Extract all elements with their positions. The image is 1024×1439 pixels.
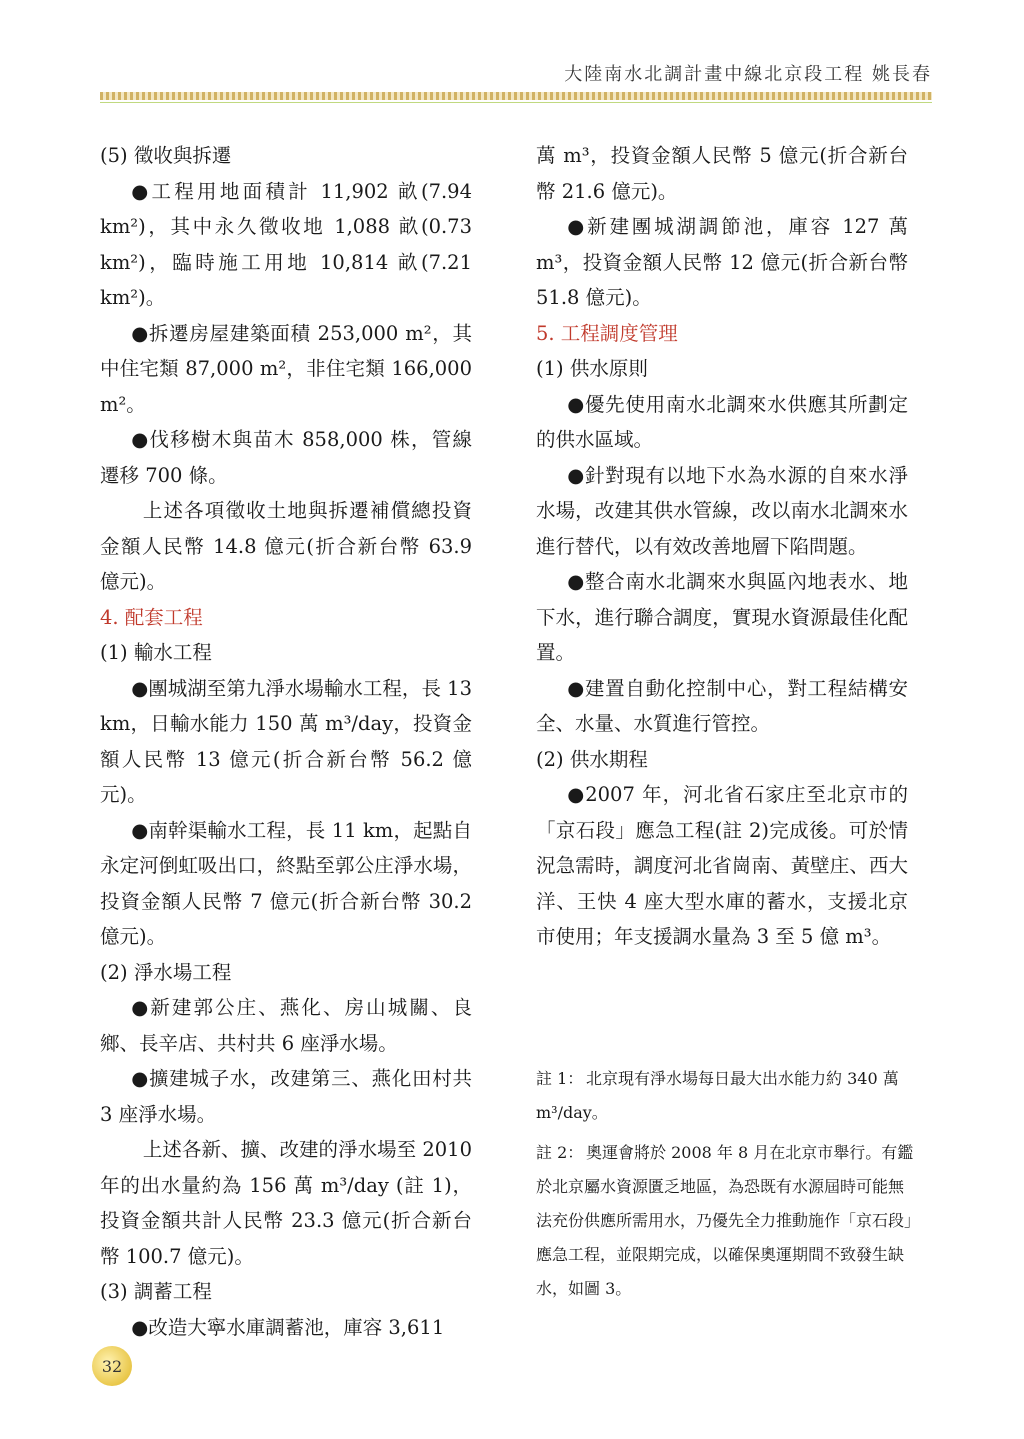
subsection-heading: (1) 輸水工程: [100, 641, 212, 664]
bullet-paragraph: ●2007 年，河北省石家庄至北京市的「京石段」應急工程(註 2)完成後。可於情況急需時，調度河北省崗南、黃壁庄、西大洋、王快 4 座大型水庫的蓄水，支援北京市使用；年支援調水量為 3 至 5 億 m³。: [536, 783, 908, 948]
bullet-paragraph: ●拆遷房屋建築面積 253,000 m²，其中住宅類 87,000 m²，非住宅類 166,000 m²。: [100, 321, 472, 416]
page-number-badge: 32: [92, 1346, 132, 1386]
bullet-paragraph: ●工程用地面積計 11,902 畝(7.94 km²)，其中永久徵收地 1,088 畝(0.73 km²)，臨時施工用地 10,814 畝(7.21 km²)。: [100, 179, 472, 309]
footnote-2: [536, 1136, 916, 1306]
footnotes: [536, 1062, 916, 1306]
subsection-heading: (2) 供水期程: [536, 747, 648, 771]
bullet-paragraph: ●建置自動化控制中心，對工程結構安全、水量、水質進行管控。: [536, 676, 908, 735]
body-paragraph: 萬 m³，投資金額人民幣 5 億元(折合新台幣 21.6 億元)。: [536, 144, 908, 203]
footnote-text: 北京現有淨水場每日最大出水能力約 340 萬 m³/day。: [536, 1069, 899, 1122]
body-paragraph: 上述各項徵收土地與拆遷補償總投資金額人民幣 14.8 億元(折合新台幣 63.9 億元)。: [100, 499, 472, 593]
header-divider: [100, 92, 932, 100]
section-heading-red: 4. 配套工程: [100, 605, 203, 629]
bullet-paragraph: ●針對現有以地下水為水源的自來水淨水場，改建其供水管線，改以南水北調來水進行替代，以有效改善地層下陷問題。: [536, 463, 908, 558]
bullet-paragraph: ●新建團城湖調節池，庫容 127 萬 m³，投資金額人民幣 12 億元(折合新台幣 51.8 億元)。: [536, 215, 908, 309]
bullet-paragraph: ●整合南水北調來水與區內地表水、地下水，進行聯合調度，實現水資源最佳化配置。: [536, 570, 908, 664]
bullet-paragraph: ●南幹渠輸水工程，長 11 km，起點自永定河倒虹吸出口，終點至郭公庄淨水場，投資金額人民幣 7 億元(折合新台幣 30.2 億元)。: [100, 818, 472, 948]
running-title: 大陸南水北調計畫中線北京段工程 姚長春: [564, 64, 932, 85]
bullet-paragraph: ●擴建城子水，改建第三、燕化田村共 3 座淨水場。: [100, 1067, 472, 1126]
footnote-label: 註 2：: [536, 1143, 584, 1162]
bullet-paragraph: ●新建郭公庄、燕化、房山城關、良鄉、長辛店、共村共 6 座淨水場。: [100, 996, 472, 1055]
section-heading-red: 5. 工程調度管理: [536, 321, 678, 345]
subsection-heading: (1) 供水原則: [536, 357, 648, 380]
footnote-label: 註 1：: [536, 1069, 584, 1088]
bullet-paragraph: ●改造大寧水庫調蓄池，庫容 3,611: [131, 1315, 445, 1339]
footnote-1: [536, 1062, 916, 1130]
body-paragraph: 上述各新、擴、改建的淨水場至 2010 年的出水量約為 156 萬 m³/day (註 1)，投資金額共計人民幣 23.3 億元(折合新台幣 100.7 億元)。: [100, 1138, 472, 1268]
bullet-paragraph: ●優先使用南水北調來水供應其所劃定的供水區域。: [536, 392, 908, 451]
footnote-text: 奧運會將於 2008 年 8 月在北京市舉行。有鑑於北京屬水資源匱乏地區，為恐既有水源屆時可能無法充份供應所需用水，乃優先全力推動施作「京石段」應急工程，並限期完成，以確保奧運期間不致發生缺水，如圖 3。: [536, 1143, 914, 1298]
bullet-paragraph: ●伐移樹木與苗木 858,000 株，管線遷移 700 條。: [100, 428, 472, 487]
subsection-heading: (3) 調蓄工程: [100, 1280, 212, 1303]
subsection-heading: (2) 淨水場工程: [100, 960, 232, 984]
right-column: [536, 138, 908, 955]
section-heading: (5) 徵收與拆遷: [100, 144, 232, 167]
bullet-paragraph: ●團城湖至第九淨水場輸水工程，長 13 km，日輸水能力 150 萬 m³/day，投資金額人民幣 13 億元(折合新台幣 56.2 億元)。: [100, 676, 472, 806]
left-column: [100, 138, 472, 1345]
